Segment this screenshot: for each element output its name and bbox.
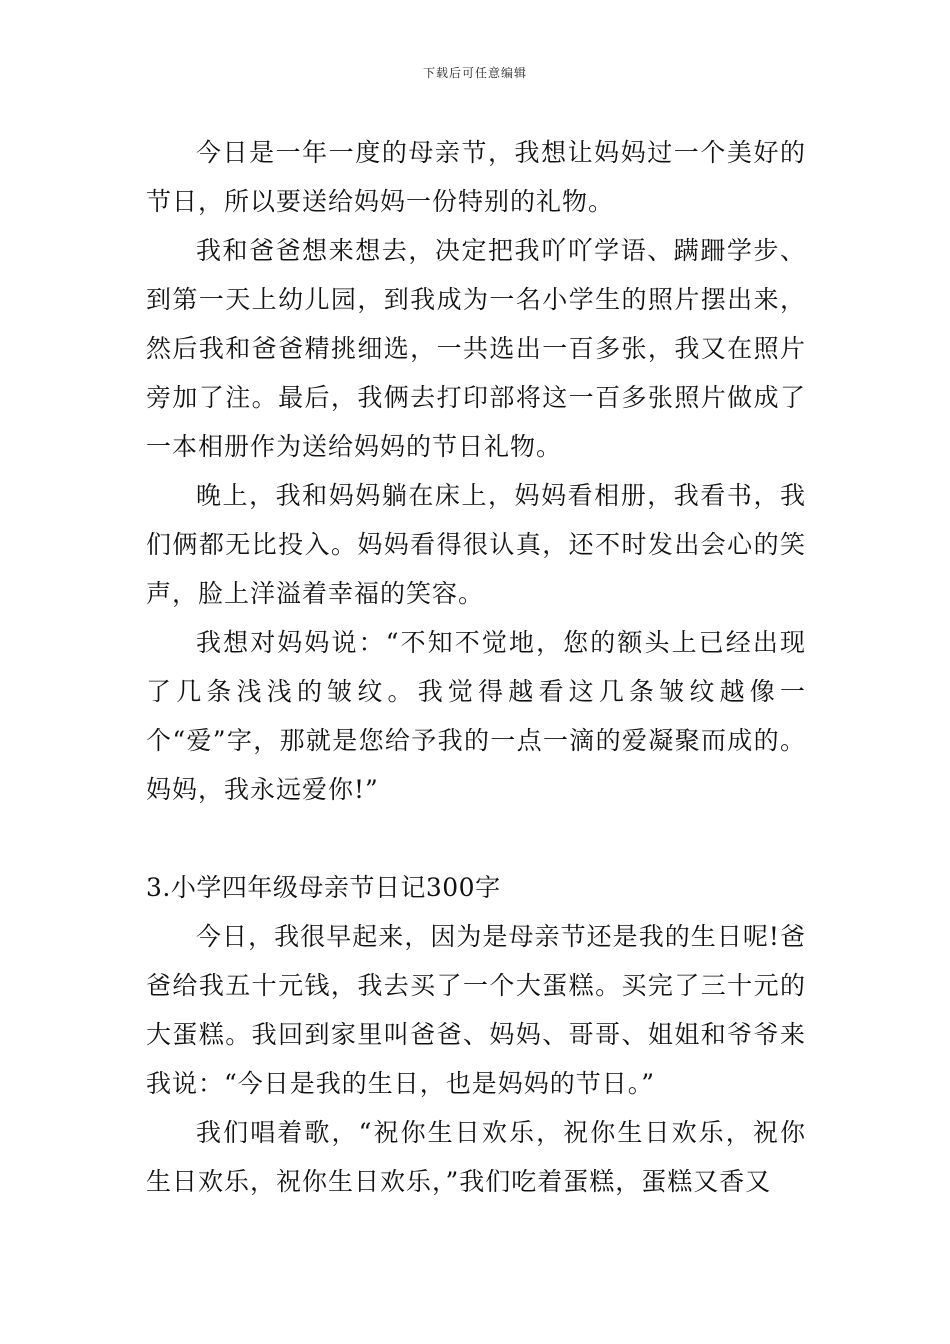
section-title: 3.小学四年级母亲节日记300字 bbox=[146, 873, 501, 902]
paragraph: 晚上，我和妈妈躺在床上，妈妈看相册，我看书，我们俩都无比投入。妈妈看得很认真，还不时发出会心的笑声，脸上洋溢着幸福的笑容。 bbox=[146, 481, 806, 608]
document-body bbox=[146, 128, 806, 1206]
page-header: 下载后可任意编辑 bbox=[422, 66, 527, 80]
paragraph: 今日，我很早起来，因为是母亲节还是我的生日呢!爸爸给我五十元钱，我去买了一个大蛋糕。买完了三十元的大蛋糕。我回到家里叫爸爸、妈妈、哥哥、姐姐和爷爷来我说：“今日是我的生日，也是妈妈的节日。” bbox=[146, 922, 806, 1098]
paragraph: 今日是一年一度的母亲节，我想让妈妈过一个美好的节日，所以要送给妈妈一份特别的礼物。 bbox=[146, 138, 806, 216]
paragraph: 我和爸爸想来想去，决定把我吖吖学语、蹒跚学步、到第一天上幼儿园，到我成为一名小学生的照片摆出来，然后我和爸爸精挑细选，一共选出一百多张，我又在照片旁加了注。最后，我俩去打印部将这一百多张照片做成了一本相册作为送给妈妈的节日礼物。 bbox=[146, 236, 806, 461]
paragraph: 我想对妈妈说：“不知不觉地，您的额头上已经出现了几条浅浅的皱纹。我觉得越看这几条皱纹越像一个“爱”字，那就是您给予我的一点一滴的爱凝聚而成的。妈妈，我永远爱你!” bbox=[146, 628, 806, 804]
paragraph: 我们唱着歌，“祝你生日欢乐，祝你生日欢乐，祝你生日欢乐，祝你生日欢乐，”我们吃着蛋糕，蛋糕又香又 bbox=[146, 1118, 806, 1196]
